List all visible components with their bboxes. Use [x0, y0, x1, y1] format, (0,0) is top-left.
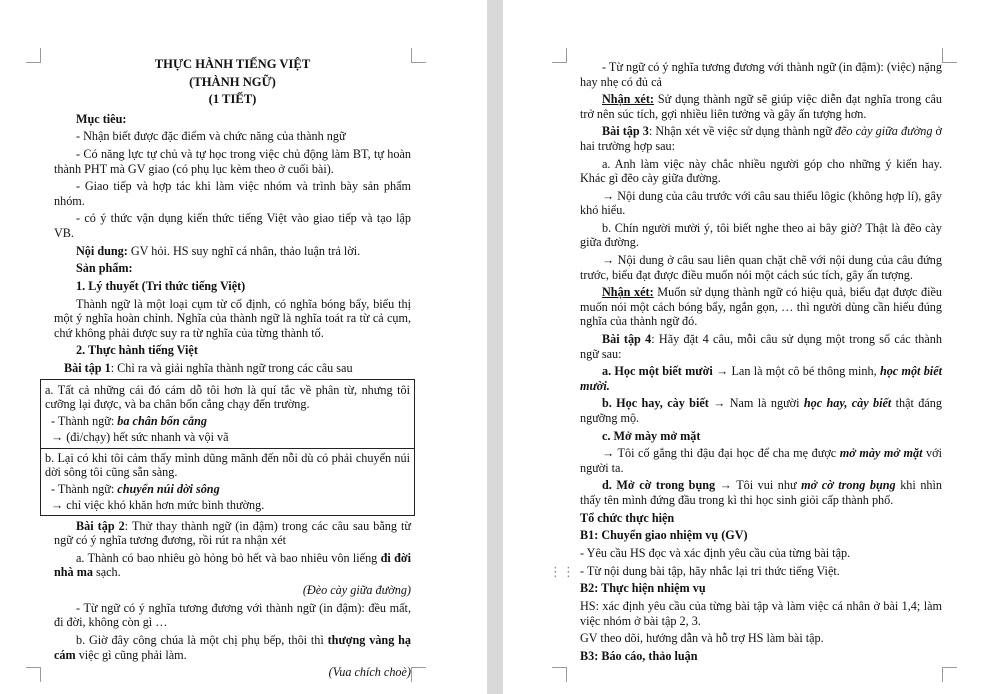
exercise-4c-heading: c. Mở mày mở mặt — [602, 428, 701, 443]
objective-item: - Giao tiếp và hợp tác khi làm việc nhóm và trình bày sản phẩm nhóm. — [54, 179, 411, 208]
table-divider — [41, 448, 414, 449]
idiom-label: - Thành ngữ: — [51, 481, 118, 496]
crop-mark — [26, 667, 41, 682]
doc-subtitle: (THÀNH NGỮ) — [189, 74, 276, 89]
box-b-meaning: → chỉ việc khó khăn hơn mức bình thường. — [51, 498, 265, 513]
exercise-2b-answer: - Từ ngữ có ý nghĩa tương đương với thành ngữ (in đậm): (việc) nặng hay nhẹ có đủ cả — [580, 60, 942, 89]
product-heading: Sản phẩm: — [76, 261, 133, 276]
exercise-3-text-end: ở hai trường hợp sau: — [580, 124, 942, 153]
doc-title: THỰC HÀNH TIẾNG VIỆT — [154, 57, 311, 71]
example-text-end: với người ta. — [580, 446, 942, 475]
exercise-3-text: : Nhận xét về việc sử dụng thành ngữ — [648, 124, 835, 139]
idiom-label: - Thành ngữ: — [51, 413, 118, 428]
step-1-item: - Yêu cầu HS đọc và xác định yêu cầu của từng bài tập. — [580, 546, 851, 560]
exercise-2-text: : Thử thay thành ngữ (in đậm) trong các câu sau bằng từ ngữ có ý nghĩa tương đương, rồi rút ra nhận xét — [54, 518, 411, 548]
exercise-2-line — [54, 519, 411, 548]
content-text: GV hỏi. HS suy nghĩ cá nhân, thảo luận trả lời. — [127, 243, 361, 258]
objectives-heading: Mục tiêu: — [76, 111, 127, 126]
crop-mark — [942, 667, 957, 682]
step-1-item: - Từ nội dung bài tập, hãy nhắc lại tri thức tiếng Việt. — [580, 563, 840, 578]
step-2-item: GV theo dõi, hướng dẫn và hỗ trợ HS làm bài tập. — [580, 631, 824, 646]
idiom-usage: học một biết mười. — [580, 364, 942, 393]
example-text: → Tôi cố gắng thi đậu đại học để cha mẹ được — [602, 446, 840, 461]
exercise-1-line — [54, 361, 411, 376]
box-a-idiom-line — [45, 414, 410, 429]
idiom-heading: a. Học một biết mười — [602, 364, 713, 379]
example-text: → Nam là người — [708, 396, 804, 411]
idiom-usage: mở cờ trong bụng — [801, 478, 896, 493]
remark-1 — [580, 92, 942, 121]
exercise-2-label: Bài tập 2 — [76, 518, 125, 533]
remark-label: Nhận xét: — [602, 92, 654, 107]
crop-mark — [411, 48, 426, 63]
exercise-2b — [54, 633, 411, 662]
crop-mark — [942, 48, 957, 63]
idiom-a: ba chân bốn cẳng — [117, 413, 208, 428]
exercise-3-idiom: đẽo cày giữa đường — [834, 124, 933, 139]
exercise-2b-end: việc gì cũng phải làm. — [75, 647, 187, 662]
exercise-4-line — [580, 332, 942, 361]
crop-mark — [411, 667, 426, 682]
step-2-heading: B2: Thực hiện nhiệm vụ — [580, 581, 706, 596]
idiom-usage: mở mày mở mặt — [839, 446, 923, 461]
exercise-3b: b. Chín người mười ý, tôi biết nghe theo ai bây giờ? Thật là đẽo cày giữa đường. — [580, 220, 942, 250]
exercise-1-label: Bài tập 1 — [64, 361, 111, 376]
exercise-2b-text: b. Giờ đây công chúa là một chị phụ bếp, thôi thì — [76, 633, 328, 647]
exercise-4d — [580, 478, 942, 507]
remark-2 — [580, 285, 942, 329]
objective-item: - Có năng lực tự chủ và tự học trong việc chủ động làm BT, tự hoàn thành PHT mà GV giao (có phụ lục kèm theo ở cuối bài). — [54, 147, 411, 176]
content-label: Nội dung: — [76, 243, 128, 258]
exercise-4c — [580, 446, 942, 475]
page-content-right[interactable] — [580, 60, 942, 663]
exercise-2a-answer: - Từ ngữ có ý nghĩa tương đương với thành ngữ (in đậm): đều mất, đi đời, không còn gì … — [54, 600, 411, 630]
example-text: → Lan là một cô bé thông minh, — [712, 364, 880, 379]
idiom-usage: học hay, cày biết — [803, 396, 892, 411]
exercise-3a-answer: → Nội dung của câu trước với câu sau thiếu lôgic (không hợp lí), gây khó hiểu. — [580, 188, 942, 218]
content-line — [54, 244, 411, 259]
box-b-idiom-line — [45, 482, 410, 497]
idiom-heading: b. Học hay, cày biết — [602, 396, 709, 411]
objective-item: - có ý thức vận dụng kiến thức tiếng Việt vào giao tiếp và tạo lập VB. — [54, 211, 411, 240]
page-gutter — [487, 0, 503, 694]
drag-handle-icon[interactable]: ⋮⋮ — [549, 565, 575, 580]
remark-text: Sử dụng thành ngữ sẽ giúp việc diễn đạt nghĩa trong câu trở nên súc tích, gợi nhiều liên tưởng và gây ấn tượng hơn. — [580, 92, 942, 121]
exercise-2a-idiom: đi đời nhà ma — [54, 550, 411, 580]
exercise-3-label: Bài tập 3 — [602, 124, 649, 139]
exercise-1-table — [40, 379, 415, 516]
idiom-heading: d. Mở cờ trong bụng — [602, 478, 716, 493]
example-text: → Tôi vui như — [715, 478, 802, 493]
doc-duration: (1 TIẾT) — [208, 92, 257, 106]
crop-mark — [26, 48, 41, 63]
exercise-3a: a. Anh làm việc này chắc nhiều người góp cho những ý kiến hay. Khác gì đẽo cày giữa đường. — [580, 156, 942, 186]
exercise-4b — [580, 396, 942, 425]
document-page-left[interactable] — [0, 0, 487, 694]
exercise-3-line — [580, 124, 942, 153]
crop-mark — [552, 667, 567, 682]
exercise-4-text: : Hãy đặt 4 câu, mỗi câu sử dụng một trong số các thành ngữ sau: — [580, 332, 942, 361]
theory-text: Thành ngữ là một loại cụm từ cố định, có nghĩa bóng bẩy, biểu thị một ý nghĩa hoàn chỉnh. Nghĩa của thành ngữ là nghĩa toát ra từ cả cụm, chứ không phải được suy ra từ nghĩa của từng thành tố. — [54, 296, 411, 340]
exercise-3b-answer: → Nội dung ở câu sau liên quan chặt chẽ với nội dung của câu đứng trước, biểu đạt được điều muốn nói một cách súc tích, gây ấn tượng. — [580, 253, 942, 282]
exercise-2a-end: sạch. — [92, 565, 121, 580]
theory-heading: 1. Lý thuyết (Tri thức tiếng Việt) — [76, 279, 246, 293]
practice-heading: 2. Thực hành tiếng Việt — [76, 343, 198, 358]
remark-label: Nhận xét: — [602, 285, 654, 300]
page-content-left[interactable] — [45, 56, 412, 680]
exercise-2a — [54, 551, 411, 580]
crop-mark — [552, 48, 567, 63]
example-text-end: khi nhìn thấy tên mình đứng đầu trong kì thi học sinh giỏi cấp thành phố. — [580, 478, 942, 507]
exercise-2b-idiom: thượng vàng hạ cám — [54, 633, 412, 662]
source-citation: (Vua chích choè) — [328, 665, 411, 680]
box-a-meaning: → (đi/chạy) hết sức nhanh và vội vã — [51, 430, 229, 445]
exercise-2a-text: a. Thành có bao nhiêu gò hỏng bỏ hết và bao nhiêu vôn liếng — [76, 550, 381, 565]
exercise-4-label: Bài tập 4 — [602, 332, 652, 346]
remark-text: Muốn sử dụng thành ngữ có hiệu quả, biểu đạt được điều muốn nói một cách bóng bẩy, ngắn gọn, … thì người dùng cần hiểu đúng nghĩa của thành ngữ đó. — [580, 285, 943, 329]
example-text-end: thật đáng ngưỡng mộ. — [580, 396, 942, 425]
source-citation: (Đèo cày giữa đường) — [302, 583, 411, 598]
step-2-item: HS: xác định yêu cầu của từng bài tập và làm việc cá nhân ở bài 1,4; làm việc nhóm ở bài tập 2, 3. — [580, 599, 942, 628]
idiom-b: chuyển núi dời sông — [117, 481, 220, 496]
organization-heading: Tổ chức thực hiện — [580, 510, 675, 525]
step-3-heading: B3: Báo cáo, thảo luận — [580, 648, 698, 663]
box-a-text: a. Tất cả những cái đó cám dỗ tôi hơn là quí tắc về phân từ, nhưng tôi cưỡng lại được, và ba chân bốn cẳng chạy đến trường. — [45, 382, 410, 412]
document-page-right[interactable] — [503, 0, 995, 694]
step-1-heading: B1: Chuyển giao nhiệm vụ (GV) — [580, 528, 748, 543]
box-b-text: b. Lại có khi tôi cảm thấy mình dũng mãnh đến nỗi dù có phải chuyển núi dời sông tôi cũng sẵn sàng. — [45, 450, 410, 480]
exercise-4a — [580, 364, 942, 393]
exercise-1-text: : Chỉ ra và giải nghĩa thành ngữ trong các câu sau — [110, 361, 353, 376]
objective-item: - Nhận biết được đặc điểm và chức năng của thành ngữ — [76, 129, 346, 144]
